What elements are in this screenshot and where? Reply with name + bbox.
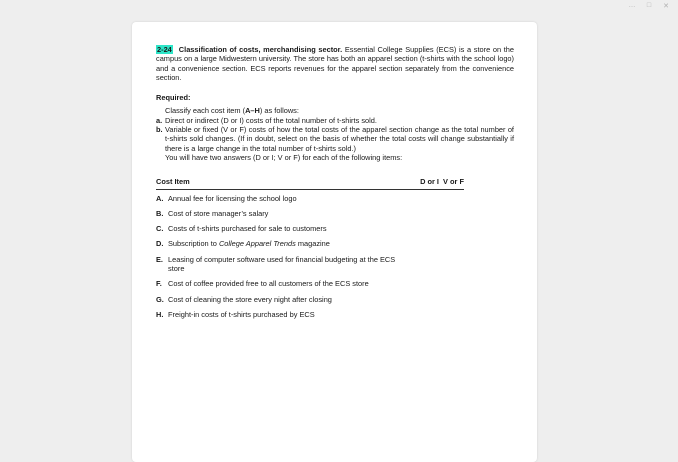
sub-item-a — [156, 116, 514, 125]
row-letter: B. — [156, 208, 164, 218]
more-icon[interactable]: … — [628, 2, 636, 9]
table-row — [156, 239, 396, 248]
problem-intro — [156, 45, 514, 82]
row-letter: F. — [156, 279, 162, 289]
cost-items-list — [156, 194, 464, 320]
magazine-title: College Apparel Trends — [218, 239, 296, 249]
table-row — [156, 209, 396, 218]
table-row — [156, 255, 396, 274]
sub-item-text: Variable or fixed (V or F) costs of how the total costs of the apparel section change as the total number of t-shirts sold changes. (If in doubt, select on the basis of whether the total costs will change substantially if there is a large change in the total number of t-shirts sold.) — [165, 125, 514, 153]
sub-item-label: a. — [156, 115, 163, 125]
row-letter: H. — [156, 309, 164, 319]
row-text: Cost of coffee provided free to all customers of the ECS store — [168, 279, 369, 289]
instruction-text: Classify each cost item ( — [165, 106, 246, 116]
row-letter: D. — [156, 239, 164, 249]
row-text-post: magazine — [295, 239, 330, 249]
window-controls — [628, 2, 670, 10]
row-text: Cost of cleaning the store every night after closing — [168, 294, 332, 304]
sub-item-label: b. — [156, 125, 163, 135]
column-classification: D or I V or F — [420, 177, 464, 187]
row-text: Costs of t-shirts purchased for sale to customers — [168, 224, 327, 234]
instruction-text-end: ) as follows: — [259, 106, 299, 116]
row-text — [168, 239, 396, 248]
table-row — [156, 224, 396, 233]
problem-intro-text: Essential College Supplies (ECS) is a store on the campus on a large Midwestern university. The store has both an apparel section (t-shirts with the school logo) and a convenience section. ECS reports revenues for the apparel section separately from the convenience section. — [156, 45, 514, 82]
row-letter: A. — [156, 193, 164, 203]
close-icon[interactable]: ✕ — [663, 3, 669, 10]
note: You will have two answers (D or I; V or F) for each of the following items: — [165, 152, 403, 162]
problem-number: 2-24 — [157, 45, 172, 54]
row-text-pre: Subscription to — [168, 239, 219, 249]
row-letter: E. — [156, 254, 163, 264]
table-header — [156, 177, 464, 189]
document-page — [132, 22, 537, 462]
row-letter: G. — [156, 294, 164, 304]
sub-item-text: Direct or indirect (D or I) costs of the total number of t-shirts sold. — [165, 115, 377, 125]
problem-content — [156, 45, 514, 319]
row-letter: C. — [156, 224, 164, 234]
instruction — [156, 106, 514, 115]
instruction-range: A–H — [245, 106, 260, 116]
table-row — [156, 279, 396, 288]
row-text: Annual fee for licensing the school logo — [168, 193, 297, 203]
sub-item-b — [156, 125, 514, 153]
row-text: Freight-in costs of t-shirts purchased by ECS — [168, 309, 315, 319]
row-text: Leasing of computer software used for financial budgeting at the ECS store — [168, 254, 396, 274]
row-text: Cost of store manager’s salary — [168, 208, 269, 218]
problem-title: Classification of costs, merchandising sector. — [178, 45, 343, 54]
table-row — [156, 310, 396, 319]
required-heading: Required: — [156, 93, 191, 103]
column-cost-item: Cost Item — [156, 177, 190, 187]
table-row — [156, 295, 396, 304]
maximize-icon[interactable]: □ — [646, 2, 652, 9]
table-row — [156, 194, 396, 203]
